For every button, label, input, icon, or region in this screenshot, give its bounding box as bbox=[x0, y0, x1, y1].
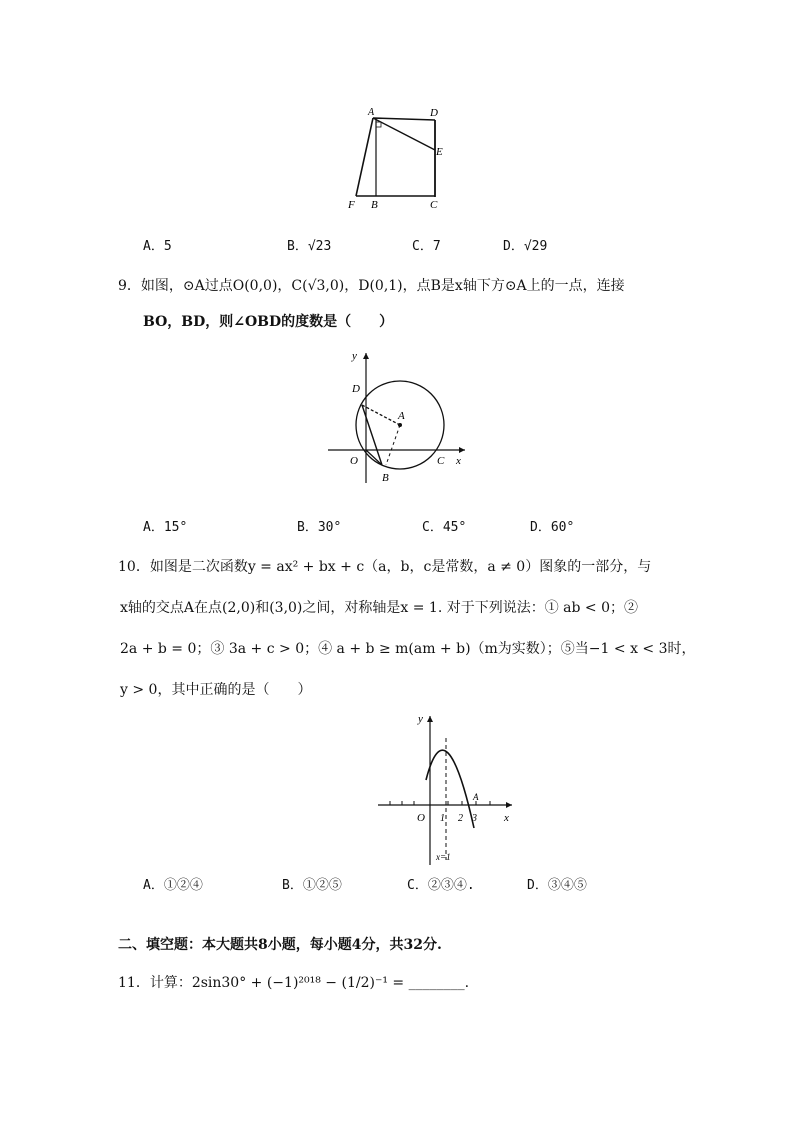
q9-option-d: D．60° bbox=[530, 520, 575, 535]
fig10-label-A: A bbox=[473, 792, 479, 802]
q8-option-d: D．√29 bbox=[503, 239, 548, 254]
fig9-label-A: A bbox=[398, 410, 405, 422]
fig9-label-B: B bbox=[382, 472, 389, 484]
q9-option-b: B．30° bbox=[297, 520, 342, 535]
q10-stem-line2: x轴的交点A在点(2,0)和(3,0)之间，对称轴是x = 1. 对于下列说法：① ab < 0；② bbox=[120, 600, 639, 616]
fig8-label-A: A bbox=[368, 107, 375, 118]
fig9-label-x: x bbox=[456, 455, 461, 467]
q8-option-b: B．√23 bbox=[287, 239, 332, 254]
fig8-label-B: B bbox=[371, 199, 378, 211]
fig8-label-E: E bbox=[436, 146, 443, 158]
q10-option-b: B．①②⑤ bbox=[282, 878, 342, 893]
figure-q8-square bbox=[340, 100, 460, 215]
fig10-label-y: y bbox=[418, 713, 423, 725]
fig10-label-x: x bbox=[504, 812, 509, 824]
figure-q9-circle bbox=[320, 345, 470, 490]
fig9-label-D: D bbox=[352, 383, 360, 395]
fig10-label-3: 3 bbox=[472, 813, 477, 824]
q10-option-a: A．①②④ bbox=[143, 878, 203, 893]
fig10-label-O: O bbox=[417, 812, 425, 824]
q11-question: 11．计算：2sin30° + (−1)²⁰¹⁸ − (1/2)⁻¹ = ________. bbox=[118, 975, 470, 991]
fig9-label-y: y bbox=[352, 350, 357, 362]
figure-q10-parabola bbox=[370, 710, 520, 870]
fig9-label-O: O bbox=[350, 455, 358, 467]
q8-option-a: A．5 bbox=[143, 239, 172, 254]
q10-stem-line1: 10．如图是二次函数y = ax² + bx + c（a，b，c是常数，a ≠ 0）图象的一部分，与 bbox=[118, 559, 652, 575]
section-2-heading: 二、填空题：本大题共8小题，每小题4分，共32分. bbox=[118, 937, 442, 953]
fig10-label-1: 1 bbox=[440, 813, 445, 824]
q10-option-d: D．③④⑤ bbox=[527, 878, 587, 893]
q9-stem-line1: 9．如图，⊙A过点O(0,0)，C(√3,0)，D(0,1)，点B是x轴下方⊙A上的一点，连接 bbox=[118, 278, 625, 294]
fig10-label-axis: x=1 bbox=[436, 852, 451, 862]
fig10-label-2: 2 bbox=[458, 813, 463, 824]
fig8-label-C: C bbox=[430, 199, 438, 211]
fig8-label-F: F bbox=[348, 199, 355, 211]
q9-stem-line2: BO，BD，则∠OBD的度数是（ ） bbox=[143, 314, 394, 330]
fig9-label-C: C bbox=[437, 455, 445, 467]
fig8-label-D: D bbox=[430, 107, 438, 119]
q9-option-c: C．45° bbox=[422, 520, 467, 535]
q8-option-c: C．7 bbox=[412, 239, 441, 254]
q9-option-a: A．15° bbox=[143, 520, 188, 535]
q10-option-c: C．②③④. bbox=[407, 878, 475, 893]
q10-stem-line3: 2a + b = 0；③ 3a + c > 0；④ a + b ≥ m(am + b)（m为实数）；⑤当−1 < x < 3时， bbox=[120, 641, 696, 657]
q10-stem-line4: y > 0，其中正确的是（ ） bbox=[120, 682, 312, 698]
